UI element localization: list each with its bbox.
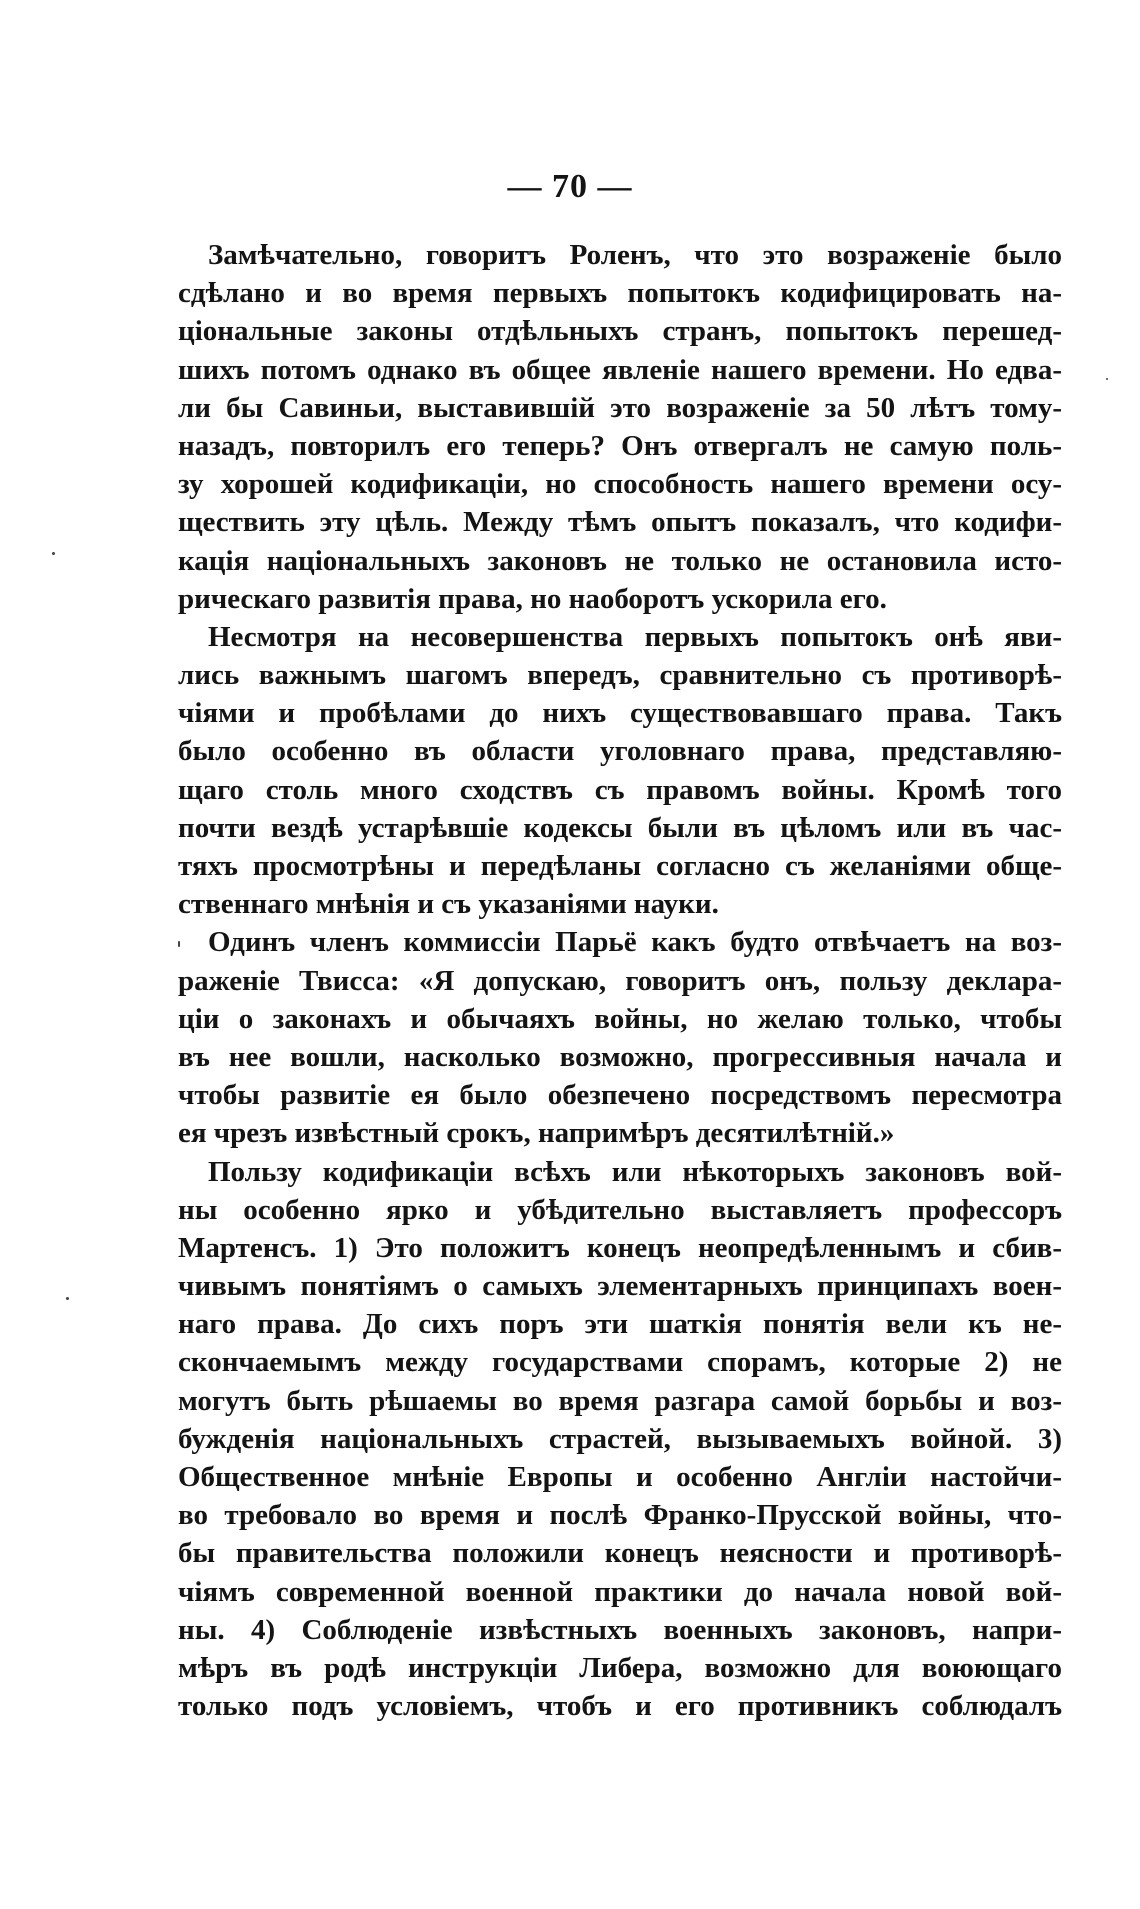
text-line: тяхъ просмотрѣны и передѣланы согласно съ желаніями обще- — [178, 850, 1062, 882]
text-line: ществить эту цѣль. Между тѣмъ опытъ показалъ, что кодифи- — [178, 506, 1062, 539]
scan-speck — [1106, 378, 1108, 380]
text-line: шихъ потомъ однако въ общее явленіе нашего времени. Но едва- — [178, 353, 1062, 386]
page-number: — 70 — — [507, 168, 633, 205]
scan-speck — [66, 1297, 69, 1300]
text-line: наго права. До сихъ поръ эти шаткія понятія вели къ не- — [178, 1308, 1062, 1341]
scan-speck — [52, 552, 55, 555]
text-line: сдѣлано и во время первыхъ попытокъ кодифицировать на- — [178, 277, 1062, 310]
text-line: скончаемымъ между государствами спорамъ, которые 2) не — [178, 1346, 1062, 1379]
text-line: ли бы Савиньи, выставившій это возраженіе за 50 лѣтъ тому- — [178, 391, 1062, 424]
text-line: Одинъ членъ коммиссіи Парьё какъ будто отвѣчаетъ на воз- — [208, 926, 1062, 959]
text-line: чивымъ понятіямъ о самыхъ элементарныхъ принципахъ воен- — [178, 1270, 1062, 1303]
text-line: лись важнымъ шагомъ впередъ, сравнительно съ противорѣ- — [178, 659, 1062, 692]
text-line: щаго столь много сходствъ съ правомъ войны. Кромѣ того — [178, 773, 1062, 806]
text-line: назадъ, повторилъ его теперь? Онъ отвергалъ не самую поль- — [178, 429, 1062, 462]
scan-speck — [178, 941, 180, 947]
paragraph — [178, 1153, 1062, 1726]
text-line: во требовало во время и послѣ Франко-Прусской войны, что- — [178, 1499, 1062, 1532]
text-line: ны особенно ярко и убѣдительно выставляетъ профессоръ — [178, 1193, 1062, 1226]
text-line: было особенно въ области уголовнаго права, представляю- — [178, 735, 1062, 768]
paragraph — [178, 236, 1062, 618]
paragraph — [178, 618, 1062, 924]
text-line: чіямъ современной военной практики до начала новой вой- — [178, 1575, 1062, 1608]
text-line: ея чрезъ извѣстный срокъ, напримѣръ десятилѣтній.» — [178, 1117, 895, 1150]
text-line: могутъ быть рѣшаемы во время разгара самой борьбы и воз- — [178, 1384, 1062, 1417]
text-line: мѣръ въ родѣ инструкціи Либера, возможно для воюющаго — [178, 1651, 1062, 1684]
text-line: ціональные законы отдѣльныхъ странъ, попытокъ перешед- — [178, 315, 1062, 348]
text-line: зу хорошей кодификаціи, но способность нашего времени осу- — [178, 468, 1062, 501]
text-line: ственнаго мнѣнія и съ указаніями науки. — [178, 888, 719, 921]
body-text — [178, 236, 1062, 1725]
text-line: Замѣчательно, говоритъ Роленъ, что это возраженіе было — [208, 239, 1062, 271]
text-line: раженіе Твисса: «Я допускаю, говоритъ онъ, пользу деклара- — [178, 964, 1062, 997]
text-line: бы правительства положили конецъ неясности и противорѣ- — [178, 1537, 1062, 1570]
text-line: въ нее вошли, насколько возможно, прогрессивныя начала и — [178, 1040, 1062, 1073]
text-line: бужденія національныхъ страстей, вызываемыхъ войной. 3) — [178, 1422, 1062, 1455]
text-line: ны. 4) Соблюденіе извѣстныхъ военныхъ законовъ, напри- — [178, 1613, 1062, 1646]
paragraph — [178, 923, 1062, 1152]
text-line: почти вездѣ устарѣвшіе кодексы были въ цѣломъ или въ час- — [178, 811, 1062, 844]
text-line: ціи о законахъ и обычаяхъ войны, но желаю только, чтобы — [178, 1002, 1062, 1035]
text-line: рическаго развитія права, но наоборотъ ускорила его. — [178, 582, 887, 615]
text-line: только подъ условіемъ, чтобъ и его противникъ соблюдалъ — [178, 1690, 1062, 1723]
text-line: Общественное мнѣніе Европы и особенно Англіи настойчи- — [178, 1461, 1062, 1493]
text-line: Мартенсъ. 1) Это положитъ конецъ неопредѣленнымъ и сбив- — [178, 1231, 1062, 1264]
text-line: чтобы развитіе ея было обезпечено посредствомъ пересмотра — [178, 1079, 1062, 1112]
text-line: кація національныхъ законовъ не только не остановила исто- — [178, 544, 1062, 577]
text-line: чіями и пробѣлами до нихъ существовавшаго права. Такъ — [178, 697, 1062, 730]
text-line: Пользу кодификаціи всѣхъ или нѣкоторыхъ законовъ вой- — [208, 1155, 1062, 1188]
text-line: Несмотря на несовершенства первыхъ попытокъ онѣ яви- — [208, 620, 1062, 653]
